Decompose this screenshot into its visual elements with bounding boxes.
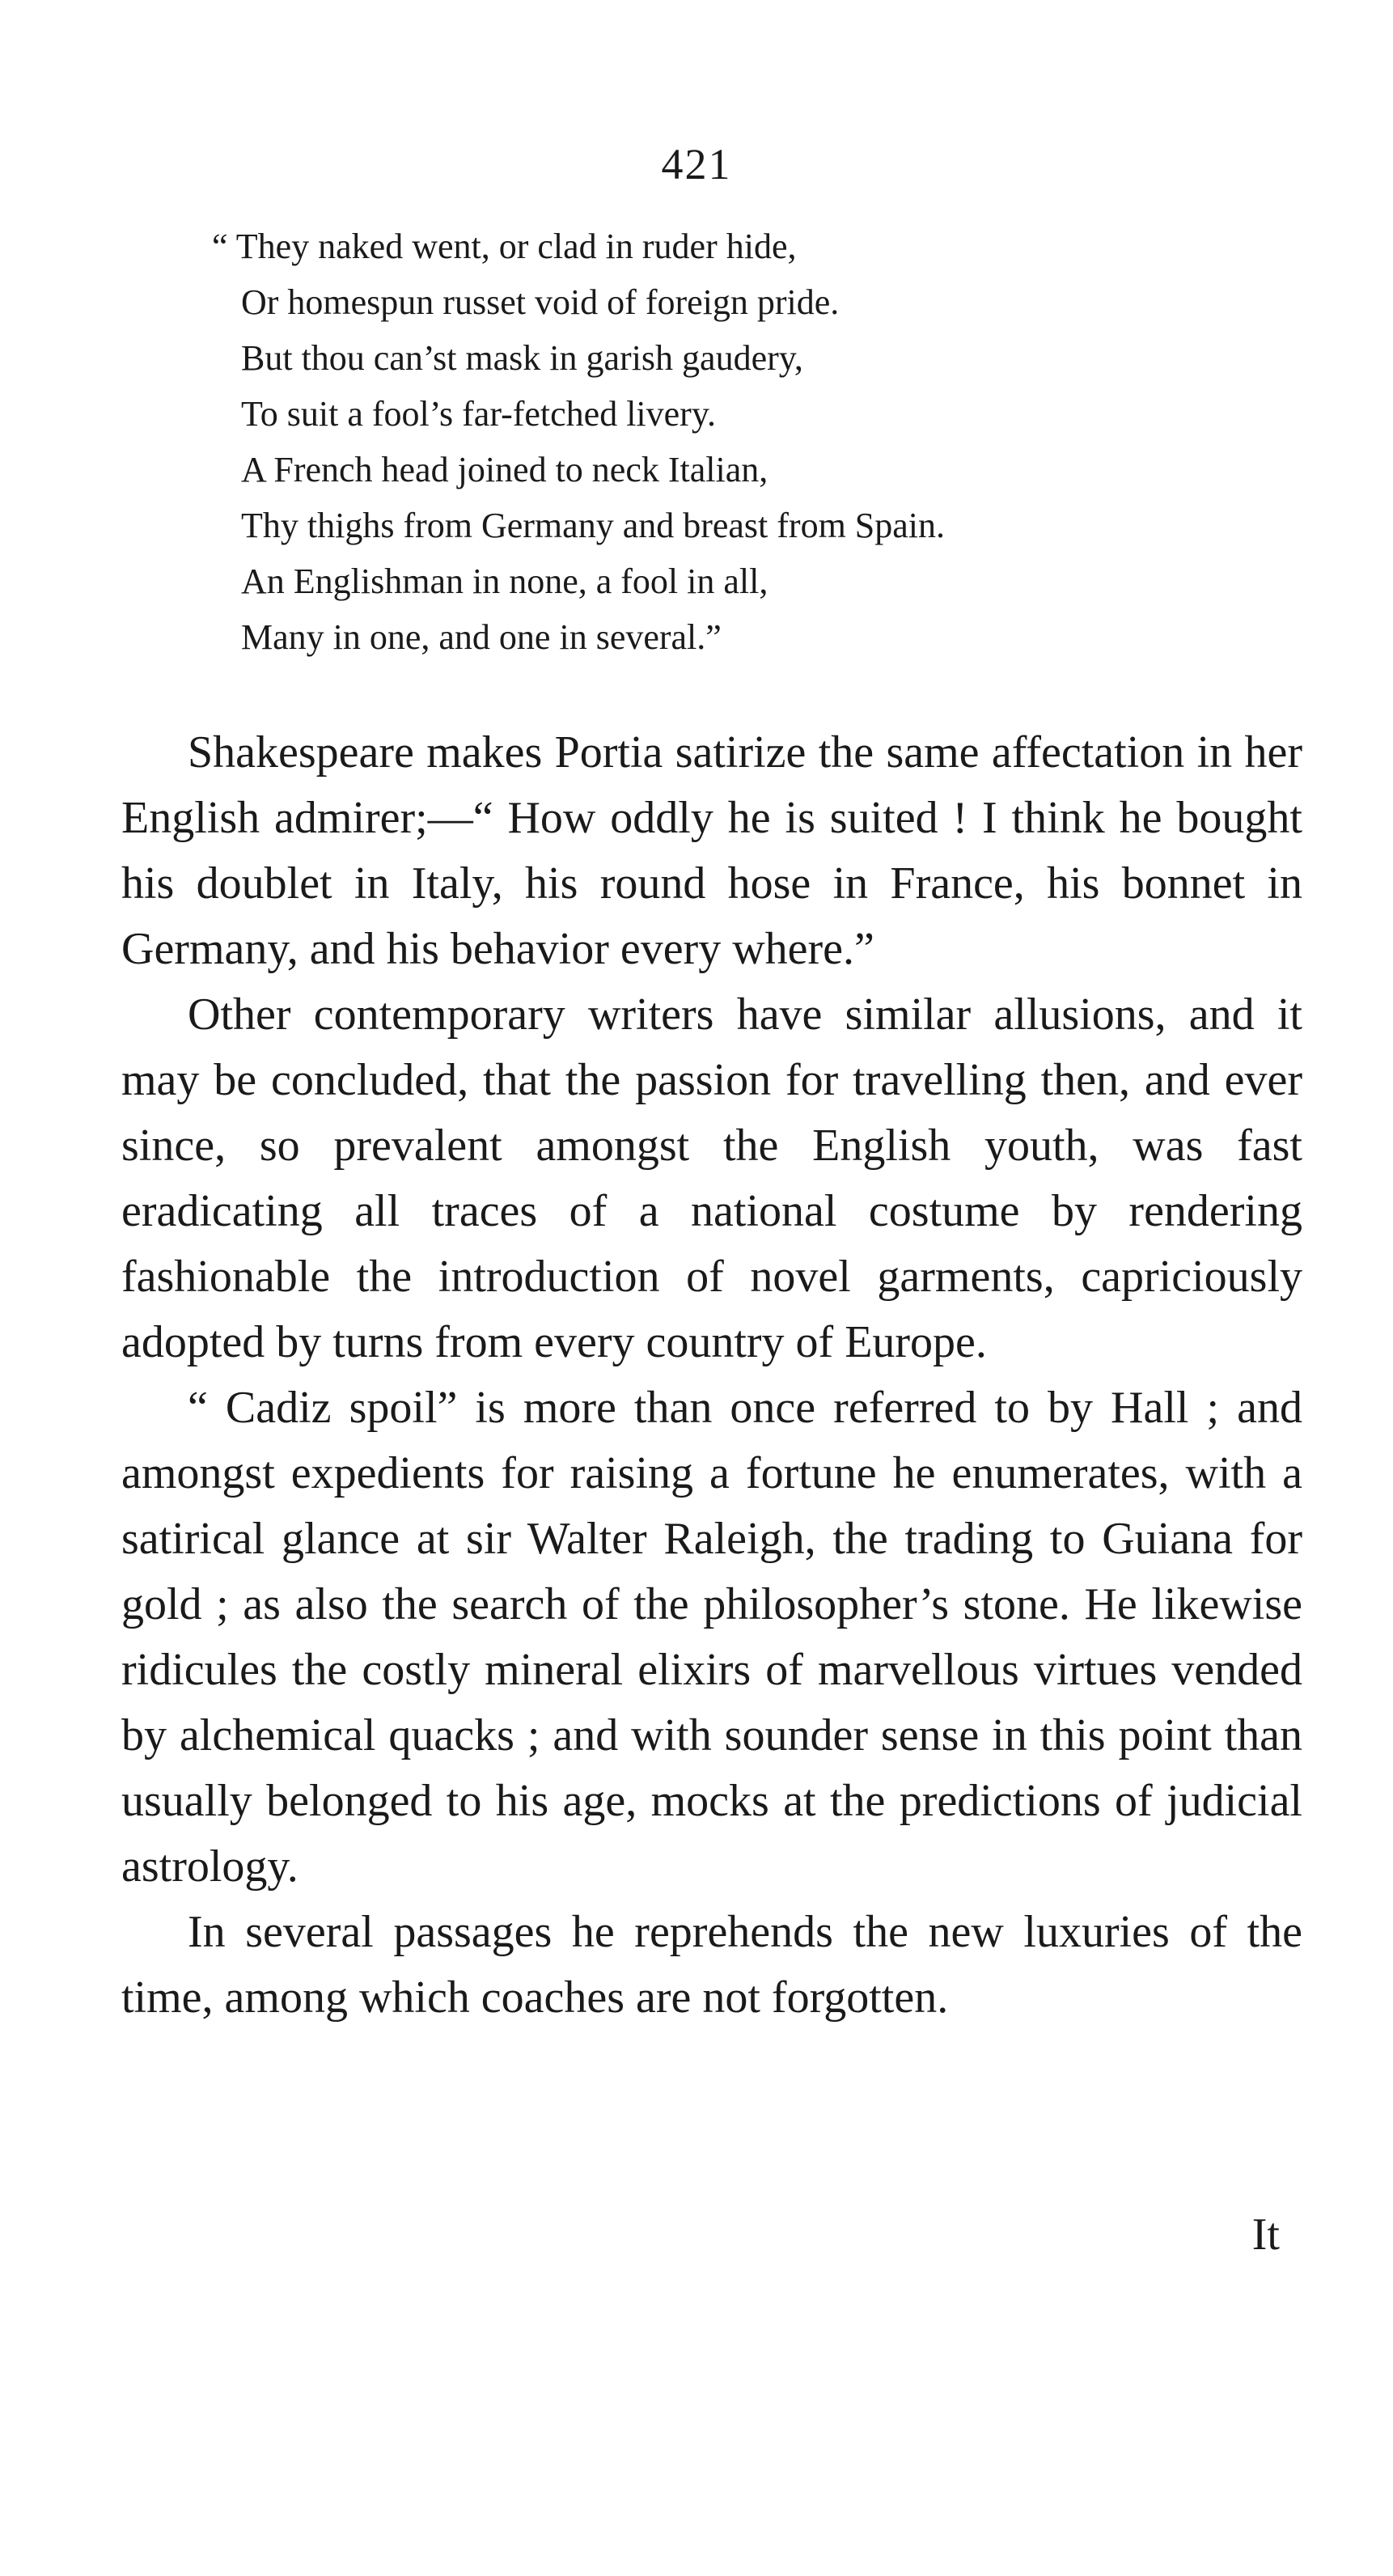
poem-line: To suit a fool’s far-fetched livery. xyxy=(241,394,716,434)
poem-line: Thy thighs from Germany and breast from Spain. xyxy=(241,506,946,545)
poem-quotation xyxy=(212,218,945,665)
page-number: 421 xyxy=(661,140,732,189)
poem-line: But thou can’st mask in garish gaudery, xyxy=(241,338,803,378)
poem-line: “ They naked went, or clad in ruder hide, xyxy=(212,227,797,266)
poem-line: Or homespun russet void of foreign pride. xyxy=(241,282,840,322)
paragraph: In several passages he reprehends the new luxuries of the time, among which coaches are not forgotten. xyxy=(121,1907,1302,2023)
paragraph: Shakespeare makes Portia satirize the same affectation in her English admirer;—“ How oddly he is suited ! I think he bought his doublet in Italy, his round hose in France, his bonnet in Germany, and his behavior every where.” xyxy=(121,727,1302,974)
paragraph: Other contemporary writers have similar allusions, and it may be concluded, that the passion for travelling then, and ever since, so prevalent amongst the English youth, was fast eradicating all traces of a national costume by rendering fashionable the introduction of novel garments, capriciously adopted by turns from every country of Europe. xyxy=(121,989,1302,1367)
poem-line: A French head joined to neck Italian, xyxy=(241,450,768,489)
catchword: It xyxy=(1251,2210,1280,2260)
poem-line: An Englishman in none, a fool in all, xyxy=(241,561,768,601)
body-text xyxy=(121,720,1302,2031)
paragraph: “ Cadiz spoil” is more than once referred to by Hall ; and amongst expedients for raising a fortune he enumerates, with a satirical glance at sir Walter Raleigh, the trading to Guiana for gold ; as also the search of the philosopher’s stone. He likewise ridicules the costly mineral elixirs of marvellous virtues vended by alchemical quacks ; and with sounder sense in this point than usually belonged to his age, mocks at the predictions of judicial astrology. xyxy=(121,1383,1302,1892)
poem-line: Many in one, and one in several.” xyxy=(241,617,722,657)
